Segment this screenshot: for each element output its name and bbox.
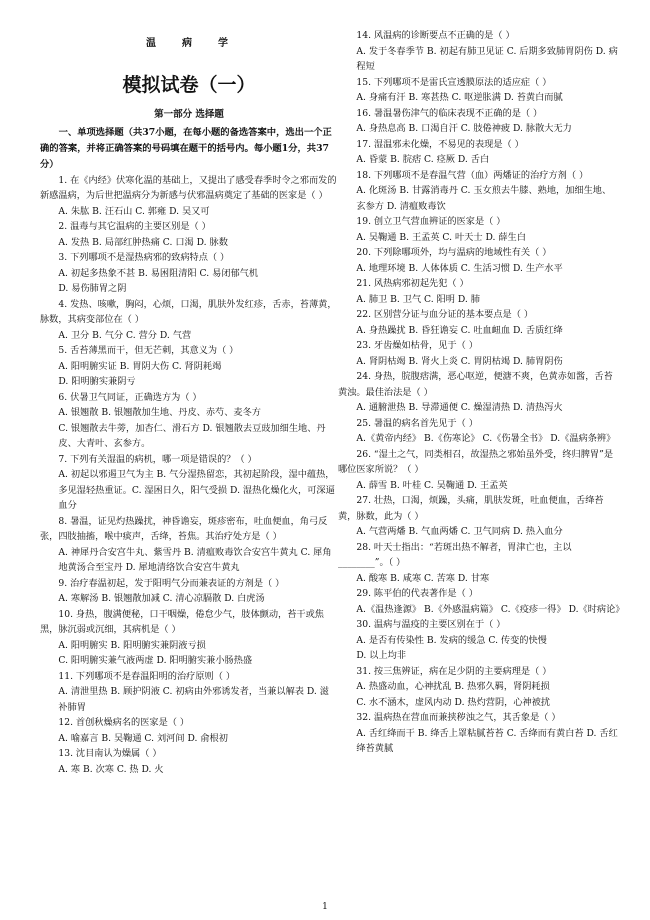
question-options: A. 昏蒙 B. 脘痞 C. 痉厥 D. 舌白 bbox=[356, 154, 490, 165]
question-stem: 2. 温毒与其它温病的主要区别是（ ） bbox=[58, 221, 211, 232]
question-item bbox=[40, 746, 338, 777]
question-options: C. 银翘散去牛蒡，加杏仁、滑石方 D. 银翘散去豆豉加细生地、丹皮、大青叶、玄参方。 bbox=[58, 422, 326, 449]
question-item bbox=[40, 297, 338, 344]
question-options: A. 阳明腑实证 B. 胃阴大伤 C. 肾阴耗竭 bbox=[58, 360, 222, 372]
question-item bbox=[338, 137, 620, 168]
question-item bbox=[338, 307, 620, 338]
question-stem: 30. 温病与温疫的主要区别在于（ ） bbox=[356, 619, 506, 630]
question-item bbox=[338, 106, 620, 137]
question-stem: 19. 创立卫气营血辨证的医家是（ ） bbox=[356, 216, 506, 227]
question-options: A. 阳明腑实 B. 阳明腑实兼阴液亏损 bbox=[58, 639, 206, 651]
question-options: A.《黄帝内经》 B.《伤寒论》 C.《伤暑全书》 D.《温病条辨》 bbox=[356, 433, 616, 444]
instructions: 一、单项选择题（共37小题，在每小题的备选答案中，选出一个正确的答案，并将正确答案的号码填在题干的括号内。每小题1分，共37分） bbox=[40, 126, 332, 170]
question-stem: 5. 舌苔薄黑而干，但无芒刺，其意义为（ ） bbox=[58, 345, 239, 356]
question-options: A. 初起以邪遏卫气为主 B. 气分湿热留恋，其初起阶段，湿中蕴热，多见湿轻热重证。C. 湿困日久，阳气受损 D. 湿热化燥化火，可深逼血分 bbox=[58, 469, 335, 511]
question-stem: 23. 牙齿燥如枯骨，见于（ ） bbox=[356, 340, 478, 351]
question-item bbox=[338, 338, 620, 369]
question-options: A. 薛雪 B. 叶桂 C. 吴鞠通 D. 王孟英 bbox=[356, 479, 508, 491]
question-options: A. 寒解汤 B. 银翘散加减 C. 清心凉膈散 D. 白虎汤 bbox=[58, 593, 265, 604]
question-item bbox=[40, 607, 338, 669]
page-number: 1 bbox=[322, 902, 328, 912]
right-column bbox=[338, 28, 625, 757]
exam-title: 模拟试卷（一） bbox=[122, 73, 256, 96]
question-stem: 32. 温病热在营血而兼挟秽浊之气，其舌象是（ ） bbox=[356, 712, 561, 723]
left-question-list bbox=[40, 173, 338, 778]
question-options: A. 银翘散 B. 银翘散加生地、丹皮、赤芍、麦冬方 bbox=[58, 407, 261, 418]
question-item bbox=[338, 493, 620, 540]
question-item bbox=[338, 28, 620, 75]
subject-heading: 温病学 bbox=[146, 38, 254, 49]
question-stem: 10. 身热，腹满便秘，口干咽燥，倦怠少气，肢体颤动，苔干或焦黑，脉沉弱或沉细，其病机是（ ） bbox=[40, 608, 324, 635]
question-options: A. 初起多热象不甚 B. 易困阻清阳 C. 易闭郁气机 bbox=[58, 267, 259, 279]
question-item bbox=[40, 514, 338, 576]
question-options: A. 卫分 B. 气分 C. 营分 D. 气营 bbox=[58, 329, 192, 341]
question-options: D. 以上均非 bbox=[356, 650, 407, 661]
question-options: A. 通腑泄热 B. 导滞通便 C. 燥湿清热 D. 清热泻火 bbox=[356, 402, 563, 413]
question-stem: 22. 区别营分证与血分证的基本要点是（ ） bbox=[356, 309, 534, 320]
question-item bbox=[338, 586, 625, 617]
question-stem: 12. 首创秋燥病名的医家是（ ） bbox=[58, 717, 190, 728]
question-options: A. 热盛动血，心神扰乱 B. 热邪久羁，肾阴耗损 bbox=[356, 681, 550, 692]
question-options: A. 神犀丹合安宫牛丸、紫雪丹 B. 清瘟败毒饮合安宫牛黄丸 C. 犀角地黄汤合至宝丹 D. 犀地清络饮合安宫牛黄丸 bbox=[58, 546, 332, 573]
question-stem: 18. 下列哪项不是春温气营（血）两燔证的治疗方剂（ ） bbox=[356, 169, 589, 181]
question-options: A. 寒 B. 次寒 C. 热 D. 火 bbox=[58, 763, 164, 775]
question-item bbox=[40, 343, 338, 390]
question-options: A. 酸寒 B. 咸寒 C. 苦寒 D. 甘寒 bbox=[356, 572, 490, 584]
question-item bbox=[338, 416, 620, 447]
question-options: A. 清泄里热 B. 顾护阴液 C. 初病由外邪诱发者，当兼以解表 D. 滋补肺胃 bbox=[58, 686, 329, 713]
question-item bbox=[338, 75, 620, 106]
question-item bbox=[338, 168, 620, 215]
question-options: A. 肺卫 B. 卫气 C. 阳明 D. 肺 bbox=[356, 293, 480, 305]
question-item bbox=[40, 390, 338, 452]
question-item bbox=[40, 576, 338, 607]
question-stem: 4. 发热、咳嗽，胸闷，心烦，口渴，肌肤外发红疹，舌赤，苔薄黄，脉数，其病变部位在（ ） bbox=[40, 298, 337, 325]
question-stem: 24. 身热，脘腹痞满，恶心呕逆，便溏不爽，色黄赤如酱，舌苔黄浊。最佳治法是（ ） bbox=[338, 371, 613, 398]
question-stem: 9. 治疗春温初起，发于阳明气分而兼表证的方剂是（ ） bbox=[58, 577, 285, 589]
question-stem: 1. 在《内经》伏寒化温的基础上，又提出了感受春季时令之邪而发的新感温病，为后世把温病分为新感与伏邪温病奠定了基础的医家是（ ） bbox=[40, 174, 337, 201]
left-column bbox=[40, 28, 338, 777]
question-stem: 14. 风温病的诊断要点不正确的是（ ） bbox=[356, 30, 515, 41]
question-item bbox=[338, 276, 620, 307]
question-options: A.《温热逢源》 B.《外感温病篇》 C.《疫疹一得》 D.《时病论》 bbox=[356, 603, 625, 615]
question-options: C. 阳明腑实兼气液两虚 D. 阳明腑实兼小肠热盛 bbox=[58, 655, 253, 666]
question-stem: 17. 湿温邪未化燥，不易见的表现是（ ） bbox=[356, 138, 524, 150]
question-item bbox=[338, 214, 620, 245]
question-item bbox=[40, 173, 338, 220]
question-options: A. 化斑汤 B. 甘露消毒丹 C. 玉女煎去牛膝、熟地，加细生地、玄参方 D. 清瘟败毒饮 bbox=[356, 185, 612, 212]
question-options: A. 身热息高 B. 口渴自汗 C. 肢倦神疲 D. 脉散大无力 bbox=[356, 123, 572, 134]
question-stem: 28. 叶天士指出：“若斑出热不解者，胃津亡也，主以________”。（ ） bbox=[338, 541, 572, 568]
question-item bbox=[338, 369, 620, 416]
question-options: A. 喻嘉言 B. 吴鞠通 C. 刘河间 D. 俞根初 bbox=[58, 732, 228, 744]
part-title: 第一部分 选择题 bbox=[154, 109, 224, 120]
question-stem: 31. 按三焦辨证，病在足少阴的主要病理是（ ） bbox=[356, 665, 552, 677]
question-stem: 11. 下列哪项不是春温阳明的治疗原则（ ） bbox=[58, 670, 236, 682]
question-item bbox=[40, 669, 338, 716]
question-options: A. 发热 B. 局部红肿热痛 C. 口渴 D. 脉数 bbox=[58, 236, 228, 248]
question-options: A. 气营两燔 B. 气血两燔 C. 卫气同病 D. 热入血分 bbox=[356, 526, 563, 537]
question-item bbox=[338, 447, 620, 494]
question-item bbox=[40, 250, 338, 297]
question-stem: 13. 沈目南认为燥属（ ） bbox=[58, 748, 162, 759]
question-stem: 27. 壮热，口渴，烦躁，头痛，肌肤发斑，吐血便血，舌绛苔黄，脉数，此为（ ） bbox=[338, 495, 604, 522]
question-item bbox=[338, 245, 620, 276]
question-options: A. 身痛有汗 B. 寒甚热 C. 呕逆胀满 D. 苔黄白而腻 bbox=[356, 92, 563, 103]
question-stem: 26. “湿土之气，同类相召，故湿热之邪始虽外受，终归脾胃”是哪位医家所说？（ ） bbox=[338, 448, 614, 475]
question-stem: 8. 暑温，证见灼热躁扰，神昏谵妄，斑疹密布，吐血便血，角弓反张，四肢抽搐，喉中痰声，舌绛，苔焦。其治疗处方是（ ） bbox=[40, 515, 328, 542]
question-stem: 7. 下列有关湿温的病机，哪一项是错误的？（ ） bbox=[58, 453, 257, 465]
question-item bbox=[40, 452, 338, 514]
question-options: A. 舌红绛而干 B. 绛舌上罩粘腻苔苔 C. 舌绛而有黄白苔 D. 舌红绛苔黄腻 bbox=[356, 727, 618, 754]
question-item bbox=[40, 715, 338, 746]
question-options: A. 是否有传染性 B. 发病的缓急 C. 传变的快慢 bbox=[356, 634, 547, 646]
question-options: A. 朱肱 B. 汪石山 C. 郭雍 D. 吴又可 bbox=[58, 205, 210, 217]
question-options: A. 肾阴枯竭 B. 肾火上炎 C. 胃阴枯竭 D. 肺胃阴伤 bbox=[356, 355, 563, 367]
question-options: A. 吴鞠通 B. 王孟英 C. 叶天士 D. 薛生白 bbox=[356, 231, 526, 243]
question-stem: 15. 下列哪项不是雷氏宣透膜原法的适应症（ ） bbox=[356, 76, 552, 88]
question-options: A. 发于冬春季节 B. 初起有肺卫见证 C. 后期多致肺胃阴伤 D. 病程短 bbox=[356, 45, 618, 72]
question-stem: 25. 暑温的病名首先见于（ ） bbox=[356, 417, 478, 429]
question-item bbox=[338, 710, 620, 757]
question-options: A. 身热躁扰 B. 昏狂谵妄 C. 吐血衄血 D. 舌质红绛 bbox=[356, 324, 563, 336]
question-stem: 20. 下列除哪项外，均与温病的地域性有关（ ） bbox=[356, 247, 552, 258]
question-item bbox=[338, 617, 620, 664]
question-options: D. 阳明腑实兼阴亏 bbox=[58, 376, 136, 387]
question-stem: 21. 风热病邪初起先犯（ ） bbox=[356, 278, 469, 289]
question-item bbox=[338, 664, 620, 711]
right-question-list bbox=[338, 28, 625, 757]
question-item bbox=[338, 540, 620, 587]
question-options: D. 易伤肺胃之阴 bbox=[58, 283, 127, 294]
question-stem: 6. 伏暑卫气同证，正确选方为（ ） bbox=[58, 391, 202, 403]
question-stem: 3. 下列哪项不是湿热病邪的致病特点（ ） bbox=[58, 252, 230, 263]
question-stem: 16. 暑温暑伤津气的临床表现不正确的是（ ） bbox=[356, 107, 543, 119]
question-options: A. 地理环境 B. 人体体质 C. 生活习惯 D. 生产水平 bbox=[356, 262, 563, 274]
question-stem: 29. 陈平伯的代表著作是（ ） bbox=[356, 588, 478, 599]
question-item bbox=[40, 219, 338, 250]
question-options: C. 水不涵木，虚风内动 D. 热灼营阴，心神被扰 bbox=[356, 696, 551, 708]
